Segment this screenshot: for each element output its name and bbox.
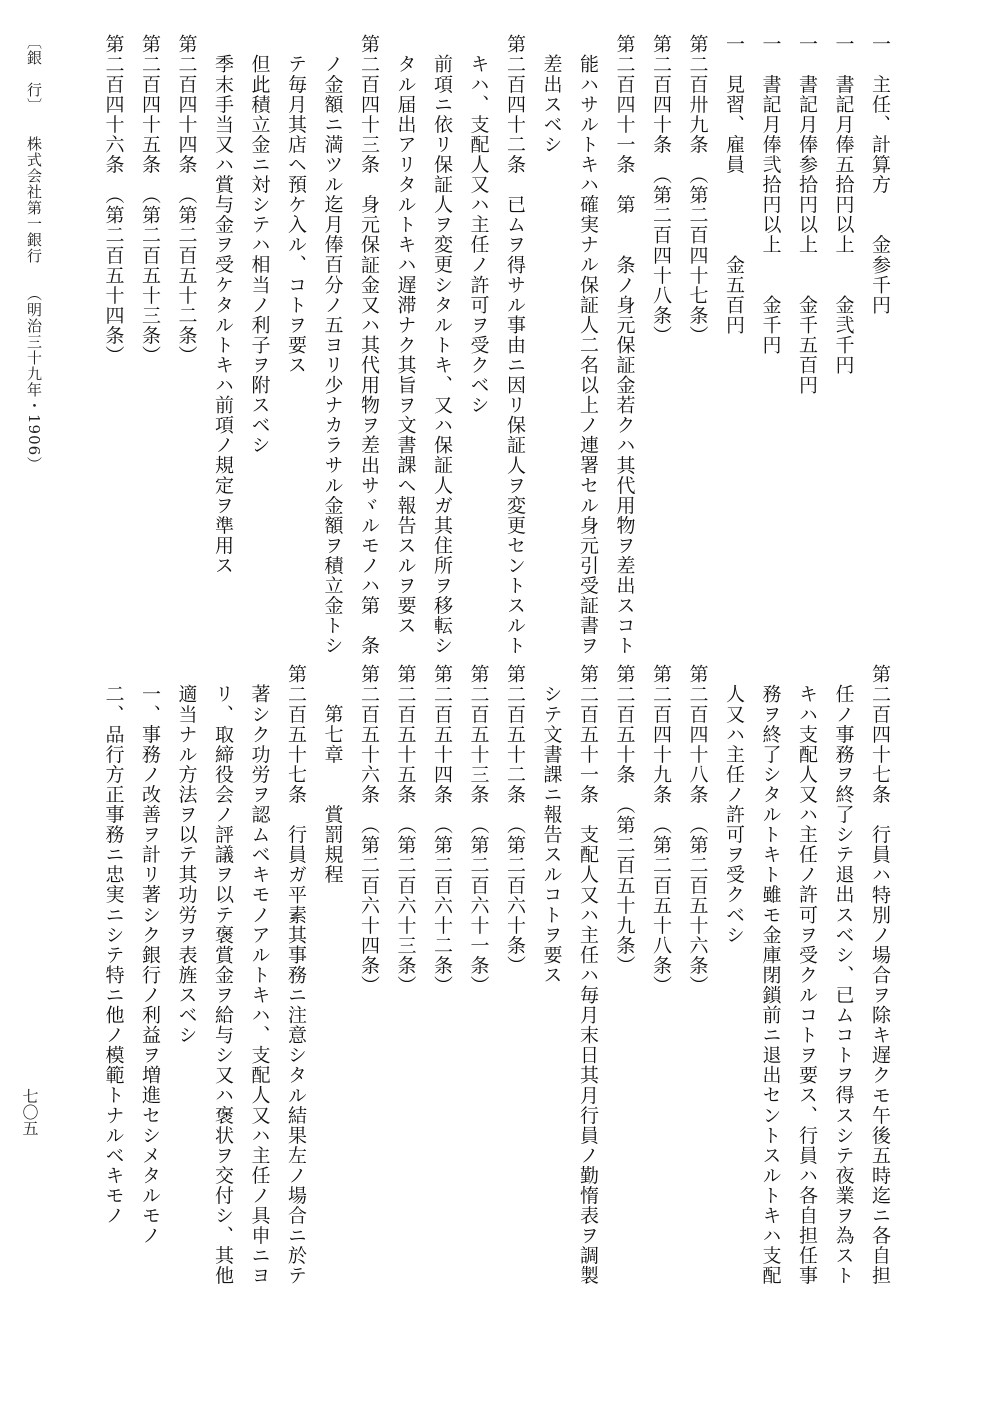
article-line: 第二百四十一条 第 条ノ身元保証金若クハ其代用物ヲ差出スコト bbox=[613, 34, 636, 656]
article-line: 第二百卅九条 （第二百四十七条） bbox=[686, 34, 709, 346]
article-line: 第二百四十八条 （第二百五十六条） bbox=[686, 664, 709, 996]
article-line: 第二百五十条 （第二百五十九条） bbox=[613, 664, 636, 976]
chapter-heading: 第七章 賞罰規程 bbox=[321, 703, 344, 885]
list-item: 一 書記月俸参拾円以上 金千五百円 bbox=[796, 34, 818, 395]
article-line: 第二百五十六条 （第二百六十四条） bbox=[358, 664, 380, 996]
article-line: キハ、支配人又ハ主任ノ許可ヲ受クベシ bbox=[467, 53, 490, 415]
article-line: 差出スベシ bbox=[540, 53, 563, 155]
article-line: 第二百四十九条 （第二百五十八条） bbox=[650, 664, 672, 996]
article-line: 第二百五十一条 支配人又ハ主任ハ毎月末日其月行員ノ勤惰表ヲ調製 bbox=[577, 664, 599, 1286]
article-line: 第二百五十五条 （第二百六十三条） bbox=[394, 664, 417, 996]
footer-date: （明治三十九年・1906） bbox=[25, 285, 43, 472]
article-line: 第二百五十四条 （第二百六十二条） bbox=[431, 664, 453, 996]
list-item: 一 主任、計算方 金参千円 bbox=[869, 34, 891, 315]
list-item: 一 書記月俸五拾円以上 金弐千円 bbox=[832, 34, 855, 375]
article-line: 第二百四十五条 （第二百五十三条） bbox=[139, 34, 161, 366]
article-line: 第二百五十七条 行員ガ平素其事務ニ注意シタル結果左ノ場合ニ於テ bbox=[285, 664, 307, 1286]
running-footer bbox=[24, 34, 45, 488]
footer-source: 株式会社第一銀行 bbox=[25, 135, 43, 264]
upper-text-block bbox=[95, 34, 898, 656]
article-line: 適当ナル方法ヲ以テ其功労ヲ表旌スベシ bbox=[175, 683, 198, 1045]
article-line: リ、取締役会ノ評議ヲ以テ褒賞金ヲ給与シ又ハ褒状ヲ交付シ、其他 bbox=[212, 683, 234, 1286]
article-line: 人又ハ主任ノ許可ヲ受クベシ bbox=[723, 683, 745, 945]
article-line: 第二百四十三条 身元保証金又ハ其代用物ヲ差出サヾルモノハ第 条 bbox=[358, 34, 380, 656]
article-line: 第二百四十六条 （第二百五十四条） bbox=[102, 34, 125, 366]
article-line: 第二百五十三条 （第二百六十一条） bbox=[467, 664, 490, 996]
article-line: 能ハサルトキハ確実ナル保証人二名以上ノ連署セル身元引受証書ヲ bbox=[577, 53, 599, 656]
article-line: 第二百五十二条 （第二百六十条） bbox=[504, 664, 526, 976]
list-item: 一 見習、雇員 金五百円 bbox=[723, 34, 745, 335]
article-line: 季末手当又ハ賞与金ヲ受ケタルトキハ前項ノ規定ヲ準用ス bbox=[212, 53, 234, 576]
article-line: ノ金額ニ満ツル迄月俸百分ノ五ヨリ少ナカラサル金額ヲ積立金トシ bbox=[321, 53, 344, 656]
article-line: 第二百四十七条 行員ハ特別ノ場合ヲ除キ遅クモ午後五時迄ニ各自担 bbox=[869, 664, 891, 1286]
article-line: 務ヲ終了シタルトキト雖モ金庫閉鎖前ニ退出セントスルトキハ支配 bbox=[759, 683, 782, 1286]
article-line: タル届出アリタルトキハ遅滞ナク其旨ヲ文書課ヘ報告スルヲ要ス bbox=[394, 53, 417, 636]
lower-text-block bbox=[95, 664, 898, 1286]
article-line: 但此積立金ニ対シテハ相当ノ利子ヲ附スベシ bbox=[248, 53, 271, 455]
list-item: 一 書記月俸弐拾円以上 金千円 bbox=[759, 34, 782, 355]
article-line: 前項ニ依リ保証人ヲ変更シタルトキ、又ハ保証人ガ其住所ヲ移転シ bbox=[431, 53, 453, 656]
footer-category: 〔銀 行〕 bbox=[25, 34, 43, 114]
article-line: 第二百四十四条 （第二百五十二条） bbox=[175, 34, 198, 366]
list-item: 一、事務ノ改善ヲ計リ著シク銀行ノ利益ヲ増進セシメタルモノ bbox=[139, 683, 161, 1246]
article-line: シテ文書課ニ報告スルコトヲ要ス bbox=[540, 683, 563, 985]
article-line: キハ支配人又ハ主任ノ許可ヲ受クルコトヲ要ス、行員ハ各自担任事 bbox=[796, 683, 818, 1286]
article-line: 第二百四十二条 已ムヲ得サル事由ニ因リ保証人ヲ変更セントスルト bbox=[504, 34, 526, 656]
article-line: 第二百四十条 （第二百四十八条） bbox=[650, 34, 672, 346]
article-line: 著シク功労ヲ認ムベキモノアルトキハ、支配人又ハ主任ノ具申ニヨ bbox=[248, 683, 271, 1286]
article-line: 任ノ事務ヲ終了シテ退出スベシ、已ムコトヲ得スシテ夜業ヲ為スト bbox=[832, 683, 855, 1286]
list-item: 二、品行方正事務ニ忠実ニシテ特ニ他ノ模範トナルベキモノ bbox=[102, 683, 125, 1226]
article-line: テ毎月其店ヘ預ケ入ル、コトヲ要ス bbox=[285, 53, 307, 375]
page-number: 七〇五 bbox=[20, 1088, 39, 1136]
